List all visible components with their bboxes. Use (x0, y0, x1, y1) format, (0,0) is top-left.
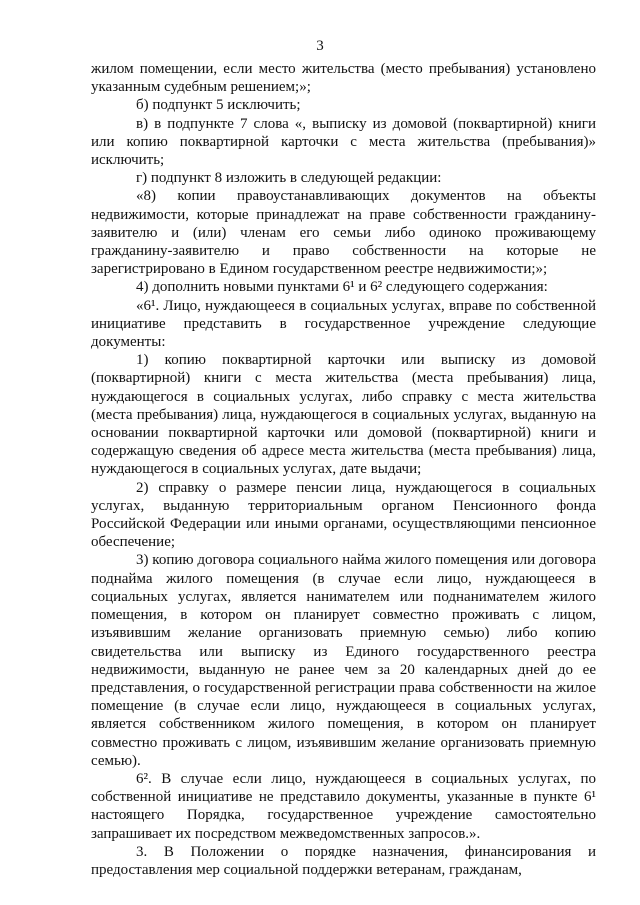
paragraph: 1) копию поквартирной карточки или выписку из домовой (поквартирной) книги с места жительства (места пребывания) лица, нуждающегося в социальных услугах, либо справку с места жительства (места пребывания) лица, нуждающегося в социальных услугах, выданную на основании поквартирной карточки или домовой (поквартирной) книги и содержащую сведения об адресе места жительства (места пребывания) лица, нуждающегося в социальных услугах, дате выдачи; (91, 352, 596, 478)
paragraph: «8) копии правоустанавливающих документов на объекты недвижимости, которые принадлежат на праве собственности гражданину-заявителю и (или) членам его семьи либо одиноко проживающему гражданину-заявителю и право собственности на которые не зарегистрировано в Едином государственном реестре недвижимости;»; (91, 188, 596, 278)
paragraph: 4) дополнить новыми пунктами 6¹ и 6² следующего содержания: (136, 279, 548, 296)
paragraph: жилом помещении, если место жительства (место пребывания) установлено указанным судебным решением;»; (91, 61, 596, 96)
paragraph: г) подпункт 8 изложить в следующей редакции: (136, 170, 442, 187)
page-number: 3 (316, 38, 324, 54)
paragraph: «6¹. Лицо, нуждающееся в социальных услугах, вправе по собственной инициативе представить в государственное учреждение следующие документы: (91, 297, 596, 351)
paragraph: 3. В Положении о порядке назначения, финансирования и предоставления мер социальной поддержки ветеранам, гражданам, (91, 843, 596, 878)
paragraph: 3) копию договора социального найма жилого помещения или договора поднайма жилого помещения (в случае если лицо, нуждающееся в социальных услугах, является нанимателем или поднанимателем жилого помещения, в котором он планирует совместно проживать с лицом, изъявившим желание организовать приемную семью) либо копию свидетельства или выписку из Единого государственного реестра недвижимости, выданную не ранее чем за 20 календарных дней до ее представления, о государственной регистрации права собственности на жилое помещение (в случае если лицо, нуждающееся в социальных услугах, является собственником жилого помещения, в котором он планирует совместно проживать с лицом, изъявившим желание организовать приемную семью). (91, 552, 596, 769)
paragraph: 6². В случае если лицо, нуждающееся в социальных услугах, по собственной инициативе не представило документы, указанные в пункте 6¹ настоящего Порядка, государственное учреждение самостоятельно запрашивает их посредством межведомственных запросов.». (91, 770, 596, 842)
paragraph: в) в подпункте 7 слова «, выписку из домовой (поквартирной) книги или копию поквартирной карточки с места жительства (пребывания)» исключить; (91, 115, 596, 169)
document-body (91, 60, 596, 879)
paragraph: б) подпункт 5 исключить; (136, 97, 301, 114)
paragraph: 2) справку о размере пенсии лица, нуждающегося в социальных услугах, выданную территориальным органом Пенсионного фонда Российской Федерации или иными органами, осуществляющими пенсионное обеспечение; (91, 479, 596, 551)
